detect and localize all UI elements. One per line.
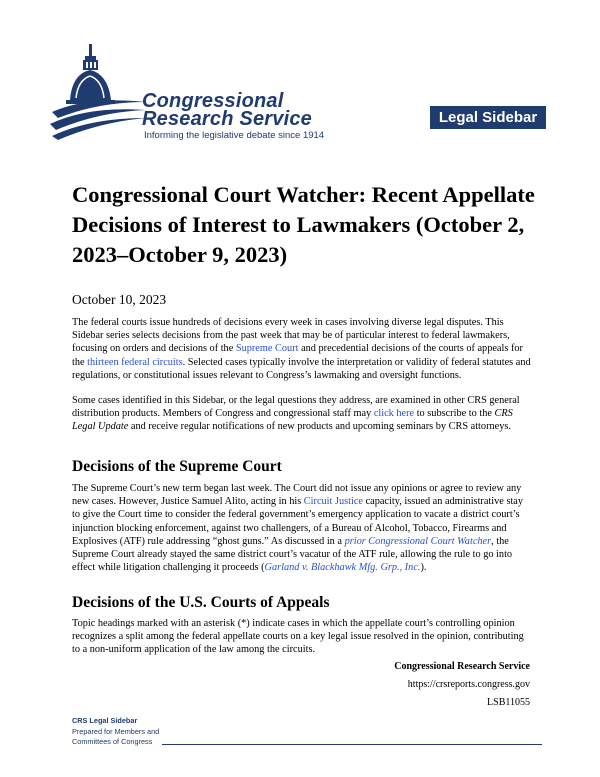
prior-court-watcher-link[interactable]: prior Congressional Court Watcher (344, 535, 492, 547)
product-id: LSB11055 (487, 697, 530, 708)
intro-paragraph-2 (72, 394, 532, 434)
click-here-link[interactable]: click here (373, 408, 415, 420)
footer-rule (162, 744, 542, 745)
footer-publisher (300, 658, 530, 712)
scotus-text-b: capacity, issued an administrative stay to give the Court time to consider the federal government’s emergency application to vacate a district court’s injunction blocking enforcement, against two challengers, of a Bureau of Alcohol, Tobacco, Firearms and Explosives (ATF) rule addressing “ghost guns.” As discussed in a (72, 496, 524, 547)
supreme-court-heading: Decisions of the Supreme Court (72, 458, 282, 475)
intro-p2-text-c: and receive regular notifications of new products and upcoming seminars by CRS attorneys. (128, 421, 511, 433)
org-name-line2: Research Service (142, 108, 312, 130)
thirteen-federal-circuits-link[interactable]: thirteen federal circuits (87, 356, 183, 368)
scotus-text-c: , the Supreme Court already stayed the same district court’s vacatur of the ATF rule, allowing the rule to go into effect while litigation challenging it proceeds ( (72, 535, 513, 574)
intro-p1-text-a: The federal courts issue hundreds of decisions every week in cases involving diverse legal disputes. This Sidebar series selects decisions from the past week that may be of particular interest to federal lawmakers, focusing on orders and decisions of the (72, 317, 510, 355)
org-tagline: Informing the legislative debate since 1914 (144, 130, 325, 141)
scotus-text-d: ). (420, 562, 427, 574)
garland-v-blackhawk-link[interactable]: Garland v. Blackhawk Mfg. Grp., Inc. (264, 562, 421, 574)
footer-org: Congressional Research Service (394, 661, 530, 672)
intro-paragraph-1 (72, 316, 532, 382)
legal-sidebar-badge: Legal Sidebar (430, 106, 546, 129)
footer-series-name: CRS Legal Sidebar (72, 716, 138, 725)
intro-p1-text-c: . Selected cases typically involve the interpretation or validity of federal statutes and regulations, or constitutional issues relevant to Congress’s lawmaking and oversight functions. (72, 356, 531, 381)
crs-logo (48, 42, 348, 152)
capitol-dome-icon (48, 42, 148, 152)
supreme-court-paragraph (72, 482, 532, 574)
courts-of-appeals-heading: Decisions of the U.S. Courts of Appeals (72, 594, 330, 611)
intro-p2-text-a: Some cases identified in this Sidebar, or the legal questions they address, are examined in other CRS general distribution products. Members of Congress and congressional staff may (72, 395, 520, 420)
footer-url: https://crsreports.congress.gov (407, 679, 530, 690)
publication-date: October 10, 2023 (72, 292, 167, 307)
intro-p2-text-b: to subscribe to the (414, 408, 495, 420)
crs-legal-update-title: CRS Legal Update (72, 408, 513, 433)
supreme-court-link[interactable]: Supreme Court (235, 343, 299, 355)
circuit-justice-link[interactable]: Circuit Justice (303, 496, 363, 508)
intro-p1-text-b: and precedential decisions of the courts of appeals for the (72, 343, 523, 368)
courts-of-appeals-paragraph: Topic headings marked with an asterisk (*) indicate cases in which the appellate court’s controlling opinion recognizes a split among the federal appellate courts on a key legal issue resolved in the opinion, contributing to a non-uniform application of the law among the circuits. (72, 618, 524, 656)
footer-series (72, 716, 159, 748)
footer-prepared-line2: Committees of Congress (72, 737, 153, 746)
footer-prepared-line1: Prepared for Members and (72, 726, 160, 736)
scotus-text-a: The Supreme Court’s new term began last week. The Court did not issue any opinions or agree to review any new cases. However, Justice Samuel Alito, acting in his (72, 483, 522, 508)
org-name-line1: Congressional (142, 90, 284, 112)
org-name (142, 92, 312, 128)
page-title: Congressional Court Watcher: Recent Appellate Decisions of Interest to Lawmakers (October 2, 2023–October 9, 2023) (72, 182, 535, 267)
